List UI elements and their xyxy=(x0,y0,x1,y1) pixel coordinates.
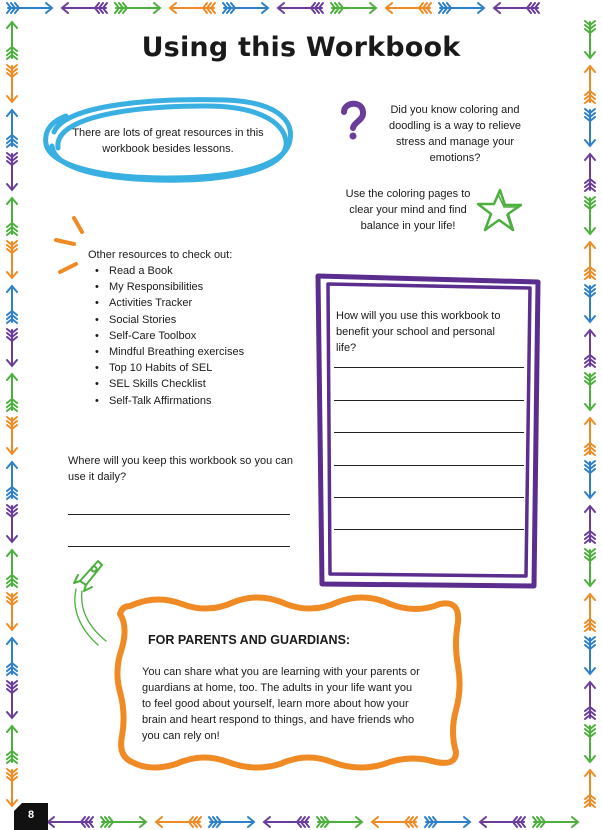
bubble-text: There are lots of great resources in this workbook besides lessons. xyxy=(72,127,264,155)
use-question: How will you use this workbook to benefit your school and personal life? xyxy=(336,310,501,354)
coloring-tip-text: Use the coloring pages to clear your mind and find balance in your life! xyxy=(345,188,471,232)
answer-line[interactable] xyxy=(334,400,524,401)
parents-heading: FOR PARENTS AND GUARDIANS: xyxy=(148,633,351,647)
question-mark-icon xyxy=(338,100,368,142)
resources-list xyxy=(88,263,308,409)
resource-item: • SEL Skills Checklist xyxy=(88,376,308,392)
star-icon xyxy=(474,186,524,234)
answer-line[interactable] xyxy=(334,529,524,530)
did-you-know-text: Did you know coloring and doodling is a way to relieve stress and manage your emotions? xyxy=(388,104,522,164)
resource-item: • Self-Talk Affirmations xyxy=(88,393,308,409)
resources-heading: Other resources to check out: xyxy=(88,249,233,261)
answer-line[interactable] xyxy=(334,432,524,433)
answer-line[interactable] xyxy=(334,367,524,368)
keep-question: Where will you keep this workbook so you can use it daily? xyxy=(68,455,293,483)
answer-line[interactable] xyxy=(68,514,290,515)
page-number: 8 xyxy=(27,809,35,821)
resources-section xyxy=(88,247,308,409)
resource-item: • My Responsibilities xyxy=(88,279,308,295)
resource-item: • Mindful Breathing exercises xyxy=(88,344,308,360)
resource-item: • Read a Book xyxy=(88,263,308,279)
answer-line[interactable] xyxy=(334,465,524,466)
resource-item: • Activities Tracker xyxy=(88,295,308,311)
answer-line[interactable] xyxy=(68,546,290,547)
sparkle-icon xyxy=(50,210,92,288)
page-title: Using this Workbook xyxy=(141,32,461,63)
resource-item: • Social Stories xyxy=(88,312,308,328)
resource-item: • Top 10 Habits of SEL xyxy=(88,360,308,376)
resource-item: • Self-Care Toolbox xyxy=(88,328,308,344)
parents-body: You can share what you are learning with your parents or guardians at home, too. The adults in your life want you to feel good about yourself, learn more about how your brain and heart respond to things, and have friends who you can rely on! xyxy=(142,666,420,742)
answer-line[interactable] xyxy=(334,497,524,498)
